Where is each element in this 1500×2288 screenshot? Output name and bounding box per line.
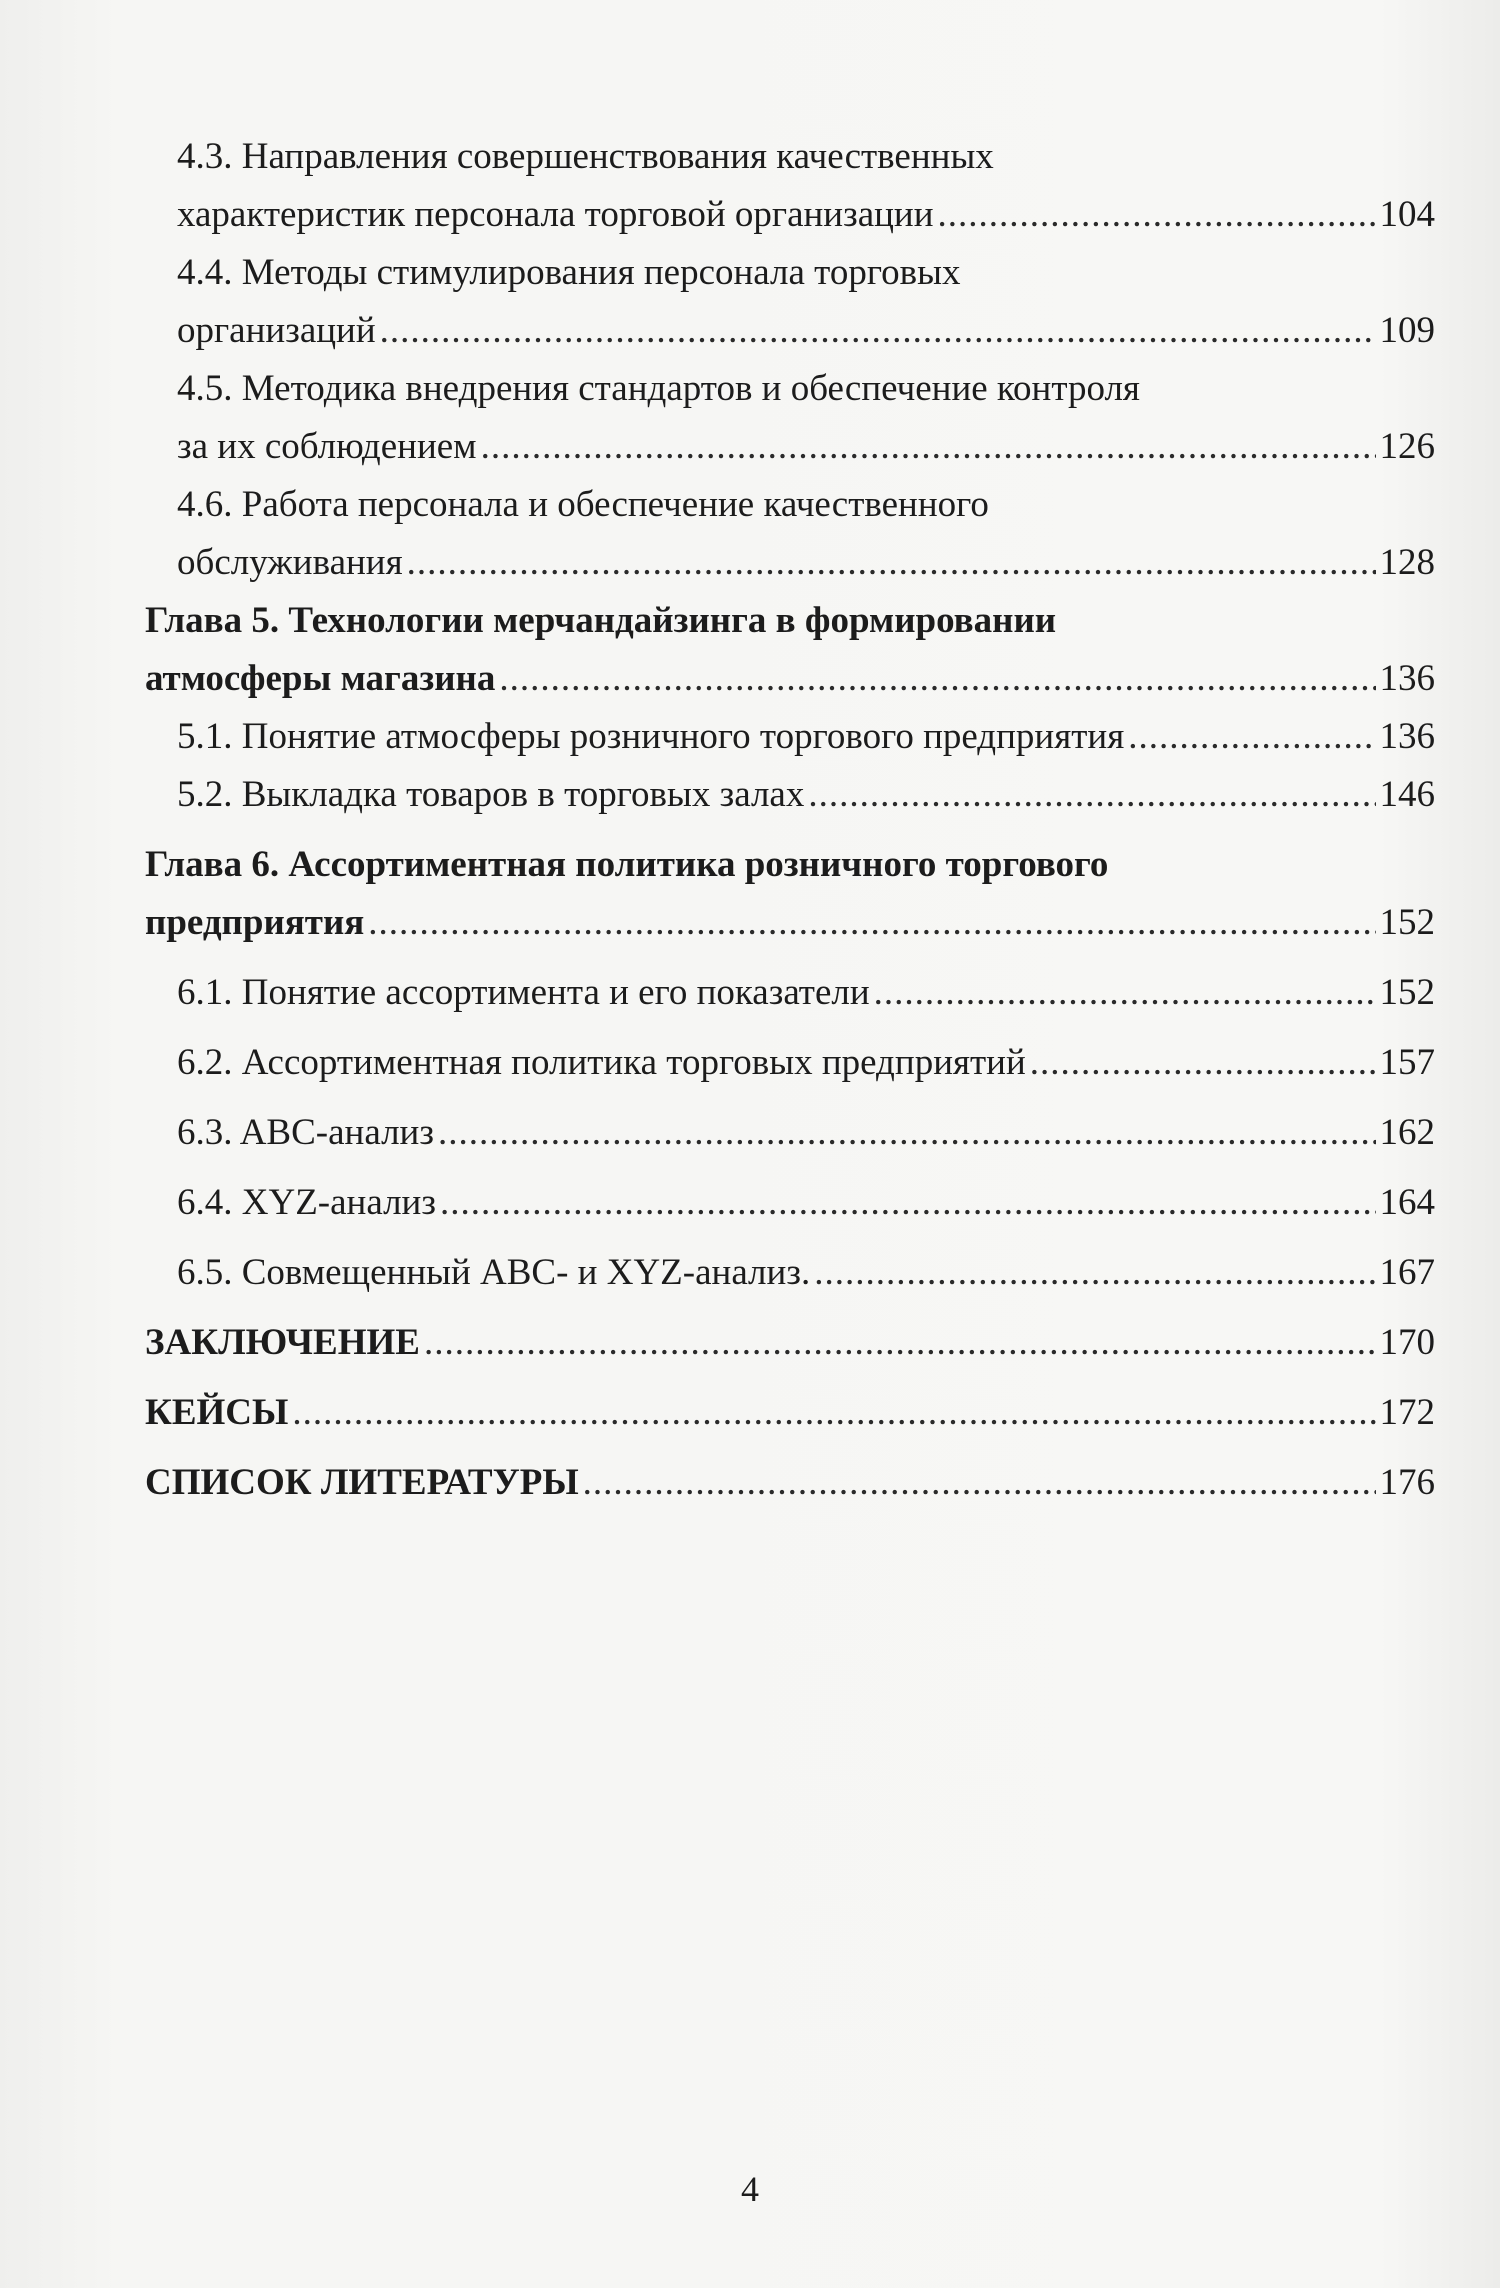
toc-page-number: 136 (1379, 658, 1435, 699)
dot-leader (874, 964, 1376, 1022)
toc-entry-title: 5.2. Выкладка товаров в торговых залах (177, 774, 805, 815)
toc-references[interactable] (145, 1454, 1435, 1512)
dot-leader (424, 1314, 1376, 1372)
toc-section-title: КЕЙСЫ (145, 1392, 289, 1433)
toc-chapter-title-line: Глава 5. Технологии мерчандайзинга в формировании (145, 600, 1057, 641)
dot-leader (938, 186, 1376, 244)
toc-chapter-6[interactable] (145, 836, 1435, 952)
dot-leader (368, 894, 1375, 952)
toc-chapter-title-line: Глава 6. Ассортиментная политика розничного торгового (145, 844, 1109, 885)
toc-entry-6-5[interactable] (145, 1244, 1435, 1302)
toc-page-number: 164 (1379, 1182, 1435, 1223)
toc-page-number: 172 (1379, 1392, 1435, 1433)
toc-page-number: 128 (1379, 542, 1435, 583)
page-number: 4 (741, 2169, 759, 2209)
toc-page-number: 152 (1379, 972, 1435, 1013)
toc-entry-4-6[interactable] (145, 476, 1435, 592)
toc-entry-title-line: 4.5. Методика внедрения стандартов и обеспечение контроля (177, 368, 1140, 409)
toc-page-number: 176 (1379, 1462, 1435, 1503)
dot-leader (292, 1384, 1375, 1442)
table-of-contents (145, 128, 1435, 1512)
dot-leader (380, 302, 1376, 360)
toc-chapter-title: атмосферы магазина (145, 658, 496, 699)
dot-leader (438, 1104, 1376, 1162)
dot-leader (499, 650, 1375, 708)
toc-page-number: 157 (1379, 1042, 1435, 1083)
toc-chapter-5[interactable] (145, 592, 1435, 708)
dot-leader (407, 534, 1376, 592)
toc-entry-4-5[interactable] (145, 360, 1435, 476)
toc-page-number: 104 (1379, 194, 1435, 235)
toc-page-number: 152 (1379, 902, 1435, 943)
toc-conclusion[interactable] (145, 1314, 1435, 1372)
toc-entry-title: 6.1. Понятие ассортимента и его показатели (177, 972, 870, 1013)
toc-entry-title: 5.1. Понятие атмосферы розничного торгового предприятия (177, 716, 1125, 757)
toc-page-number: 126 (1379, 426, 1435, 467)
toc-entry-6-1[interactable] (145, 964, 1435, 1022)
toc-entry-6-4[interactable] (145, 1174, 1435, 1232)
toc-entry-6-3[interactable] (145, 1104, 1435, 1162)
toc-entry-title-line: 4.3. Направления совершенствования качественных (177, 136, 994, 177)
toc-entry-5-1[interactable] (145, 708, 1435, 766)
toc-entry-6-2[interactable] (145, 1034, 1435, 1092)
toc-entry-title: обслуживания (177, 542, 403, 583)
dot-leader (440, 1174, 1376, 1232)
dot-leader (481, 418, 1376, 476)
toc-page-number: 109 (1379, 310, 1435, 351)
toc-entry-title-line: 4.6. Работа персонала и обеспечение качественного (177, 484, 989, 525)
toc-page-number: 170 (1379, 1322, 1435, 1363)
toc-entry-title: характеристик персонала торговой организации (177, 194, 934, 235)
toc-entry-title: 6.5. Совмещенный ABC- и XYZ-анализ. (177, 1252, 811, 1293)
toc-chapter-title: предприятия (145, 902, 365, 943)
dot-leader (583, 1454, 1376, 1512)
toc-entry-title-line: 4.4. Методы стимулирования персонала торговых (177, 252, 961, 293)
toc-page-number: 162 (1379, 1112, 1435, 1153)
toc-section-title: ЗАКЛЮЧЕНИЕ (145, 1322, 420, 1363)
dot-leader (814, 1244, 1375, 1302)
toc-cases[interactable] (145, 1384, 1435, 1442)
dot-leader (1128, 708, 1375, 766)
toc-page-number: 167 (1379, 1252, 1435, 1293)
toc-section-title: СПИСОК ЛИТЕРАТУРЫ (145, 1462, 579, 1503)
toc-page-number: 136 (1379, 716, 1435, 757)
toc-entry-title: 6.3. ABC-анализ (177, 1112, 434, 1153)
toc-entry-title: организаций (177, 310, 376, 351)
dot-leader (1030, 1034, 1376, 1092)
toc-entry-4-4[interactable] (145, 244, 1435, 360)
toc-entry-title: 6.2. Ассортиментная политика торговых предприятий (177, 1042, 1026, 1083)
toc-page-number: 146 (1379, 774, 1435, 815)
toc-entry-4-3[interactable] (145, 128, 1435, 244)
toc-entry-title: 6.4. XYZ-анализ (177, 1182, 436, 1223)
toc-entry-title: за их соблюдением (177, 426, 477, 467)
toc-entry-5-2[interactable] (145, 766, 1435, 824)
dot-leader (808, 766, 1375, 824)
